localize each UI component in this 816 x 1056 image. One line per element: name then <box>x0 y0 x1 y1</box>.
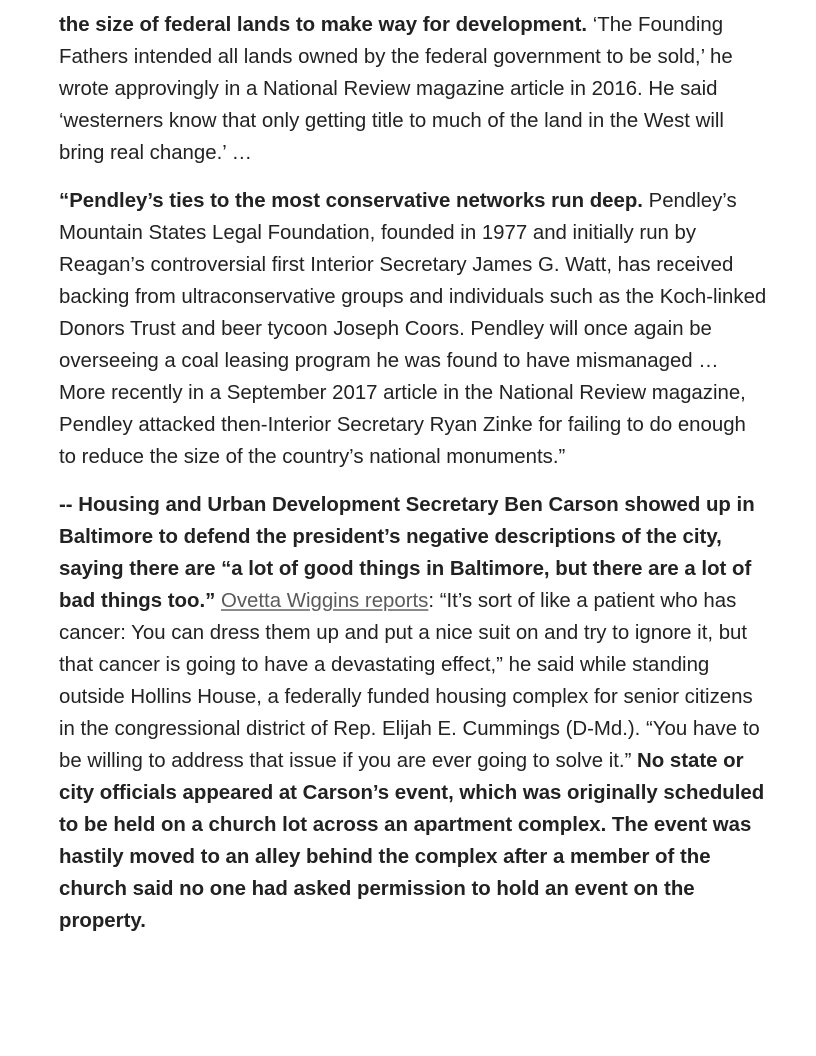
paragraph-text: : “It’s sort of like a patient who has cancer: You can dress them up and put a nice suit on and try to ignore it, but that cancer is going to have a devastating effect,” he said while standing outside Hollins House, a federally funded housing complex for senior citizens in the congressional district of Rep. Elijah E. Cummings (D-Md.). “You have to be willing to address that issue if you are ever going to solve it.” <box>59 590 760 772</box>
bold-lead-federal-lands: the size of federal lands to make way for development. <box>59 14 588 36</box>
bold-lead-pendley-ties: “Pendley’s ties to the most conservative networks run deep. <box>59 190 643 212</box>
paragraph-carson-baltimore <box>59 489 767 937</box>
bold-tail-carson-event: No state or city officials appeared at Carson’s event, which was originally scheduled to be held on a church lot across an apartment complex. The event was hastily moved to an alley behind the complex after a member of the church said no one had asked permission to hold an event on the property. <box>59 750 765 932</box>
paragraph-text: ‘The Founding Fathers intended all lands owned by the federal government to be sold,’ he wrote approvingly in a National Review magazine article in 2016. He said ‘westerners know that only getting title to much of the land in the West will bring real change.’ … <box>59 14 733 164</box>
paragraph-pendley-ties <box>59 185 767 473</box>
article-body <box>59 9 767 953</box>
paragraph-text: Pendley’s Mountain States Legal Foundation, founded in 1977 and initially run by Reagan’s controversial first Interior Secretary James G. Watt, has received backing from ultraconservative groups and individuals such as the Koch-linked Donors Trust and beer tycoon Joseph Coors. Pendley will once again be overseeing a coal leasing program he was found to have mismanaged … More recently in a September 2017 article in the National Review magazine, Pendley attacked then-Interior Secretary Ryan Zinke for failing to do enough to reduce the size of the country’s national monuments.” <box>59 190 767 468</box>
paragraph-federal-lands <box>59 9 767 169</box>
bold-lead-carson-baltimore: -- Housing and Urban Development Secretary Ben Carson showed up in Baltimore to defend the president’s negative descriptions of the city, saying there are “a lot of good things in Baltimore, but there are a lot of bad things too.” <box>59 494 755 612</box>
ovetta-wiggins-report-link[interactable]: Ovetta Wiggins reports <box>220 590 429 612</box>
